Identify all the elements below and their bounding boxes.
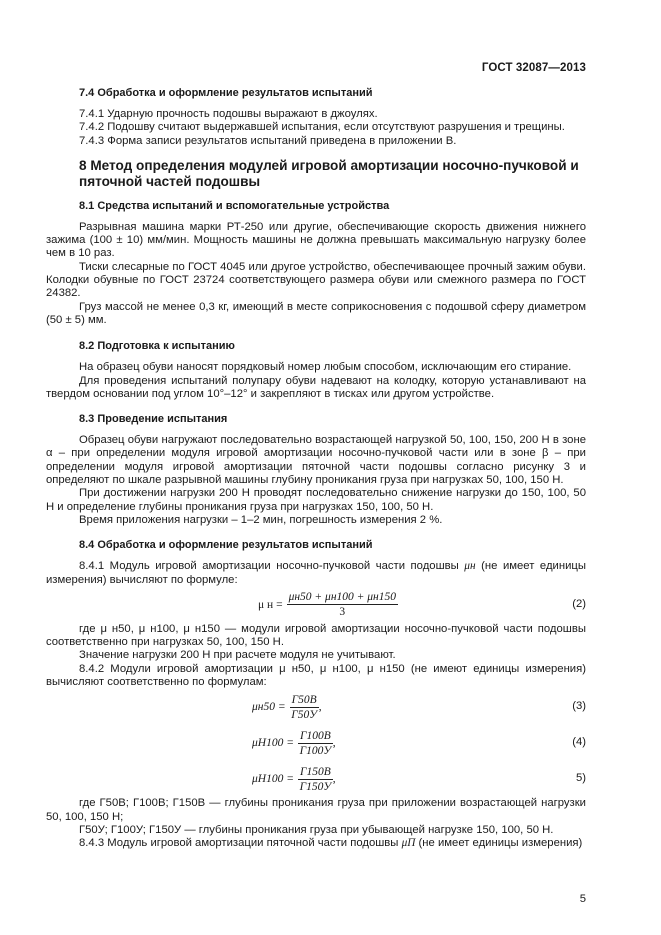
formula-5-numerator: Г150В (299, 765, 331, 778)
formula-2 (46, 587, 586, 623)
section-8-1-title: 8.1 Средства испытаний и вспомогательные устройства (79, 199, 390, 212)
formula-5-fraction (298, 765, 333, 794)
clause-8-4-2: 8.4.2 Модули игровой амортизации μ н50, μ н100, μ н150 (не имеют единицы измерения) вычисляют соответственно по формулам: (46, 662, 586, 689)
formula-5-lhs: μН100 = (252, 773, 294, 786)
mu-n-symbol: μн (464, 560, 476, 573)
formula-4-denominator: Г100У (299, 744, 332, 757)
formula-3: μн50 = $\frac{Г50В}{Г50У}$ , (3) (252, 693, 586, 721)
note-load-200: Значение нагрузки 200 Н при расчете модуля не учитывают. (79, 649, 396, 662)
section-8-3-title: 8.3 Проведение испытания (79, 413, 228, 426)
formula-3-denominator: Г50У (291, 708, 318, 721)
paragraph-sample-numbering: На образец обуви наносят порядковый номер любым способом, исключающим его стирание. (79, 361, 572, 374)
formula-2-legend: где μ н50, μ н100, μ н150 — модули игровой амортизации носочно-пучковой части подошвы соответственно при нагрузках 50, 100, 150 Н. (46, 622, 586, 649)
formula-4-lhs: μН100 = (252, 737, 294, 750)
formula-5-denominator: Г150У (299, 780, 332, 793)
section-8-4-title: 8.4 Обработка и оформление результатов испытаний (79, 539, 373, 552)
formula-3-numerator: Г50В (291, 693, 317, 706)
section-8-2-title: 8.2 Подготовка к испытанию (79, 340, 235, 353)
formula-3-number: (3) (572, 700, 586, 713)
formula-2-lhs: μ н = (258, 598, 283, 611)
page-content (46, 87, 586, 851)
section-7-4-title: 7.4 Обработка и оформление результатов испытаний (79, 87, 373, 99)
paragraph-unloading-procedure: При достижении нагрузки 200 Н проводят последовательно снижение нагрузки до 150, 100, 50 Н и определение глубины проникания груза при нагрузках 150, 100, 50 Н. (46, 487, 586, 513)
formula-2-numerator: μн50 + μн100 + μн150 (288, 591, 397, 604)
formulas-legend-decreasing: Г50У; Г100У; Г150У — глубины проникания груза при убывающей нагрузке 150, 100, 50 Н. (79, 823, 554, 836)
clause-8-4-3: 8.4.3 Модуль игровой амортизации пяточной части подошвы μП (не имеет единицы измерения) (79, 837, 583, 850)
mu-p-symbol: μП (401, 837, 416, 850)
formula-4-numerator: Г100В (299, 729, 331, 742)
formula-2-number: (2) (572, 597, 586, 610)
clause-7-4-3: 7.4.3 Форма записи результатов испытаний приведена в приложении В. (79, 134, 457, 147)
paragraph-load-weight: Груз массой не менее 0,3 кг, имеющий в месте соприкосновения с подошвой сферу диаметром (50 ± 5) мм. (46, 300, 586, 326)
paragraph-load-time: Время приложения нагрузки – 1–2 мин, погрешность измерения 2 %. (79, 513, 443, 526)
section-8-title: 8 Метод определения модулей игровой амортизации носочно-пучковой и пяточной частей подошвы (79, 157, 579, 189)
page-number: 5 (579, 893, 586, 905)
formula-2-denominator: 3 (339, 606, 346, 619)
document-code-header: ГОСТ 32087—2013 (481, 62, 586, 74)
paragraph-vise-and-lasts: Тиски слесарные по ГОСТ 4045 или другое устройство, обеспечивающее прочный зажим обуви. Колодки обувные по ГОСТ 23724 соответствующего размера обуви или смежного размера по ГОСТ 24382. (46, 260, 586, 300)
formula-5-number: 5) (575, 772, 586, 785)
formula-3-lhs: μн50 = (252, 701, 286, 714)
paragraph-testing-machine: Разрывная машина марки РТ-250 или другие, обеспечивающие скорость движения нижнего зажима (100 ± 10) мм/мин. Мощность машины не должна превышать максимальную нагрузку более чем в 10 раз. (46, 220, 586, 260)
formula-4: μН100 = $\frac{Г100В}{Г100У}$ , (4) (252, 729, 586, 757)
formula-5: μН100 = $\frac{Г150В}{Г150У}$ , 5) (252, 765, 586, 793)
formula-4-fraction (298, 729, 333, 758)
clause-7-4-2: 7.4.2 Подошву считают выдержавшей испытания, если отсутствуют разрушения и трещины. (79, 121, 565, 134)
formulas-legend-increasing: где Г50В; Г100В; Г150В — глубины проникания груза при приложении возрастающей нагрузки 50, 100, 150 Н; (46, 797, 586, 823)
clause-7-4-1: 7.4.1 Ударную прочность подошвы выражают в джоулях. (79, 108, 378, 120)
formula-4-number: (4) (572, 736, 586, 749)
clause-8-4-1: 8.4.1 Модуль игровой амортизации носочно-пучковой части подошвы μн (не имеет единицы измерения) вычисляют по формуле: (46, 560, 586, 586)
paragraph-loading-procedure: Образец обуви нагружают последовательно возрастающей нагрузкой 50, 100, 150, 200 Н в зоне α – при определении модуля игровой амортизации носочно-пучковой части или в зоне β – при определении модуля игровой амортизации пяточной части подошвы согласно рисунку 3 и определяют по шкале разрывной машины глубину проникания груза при нагрузках 50, 100, 150 Н. (46, 434, 586, 487)
paragraph-sample-mounting: Для проведения испытаний полупару обуви надевают на колодку, которую устанавливают на твердом основании под углом 10°–12° и закрепляют в тисках или другом устройстве. (46, 374, 586, 400)
formula-2-fraction (287, 590, 398, 619)
formula-3-fraction (290, 693, 319, 722)
